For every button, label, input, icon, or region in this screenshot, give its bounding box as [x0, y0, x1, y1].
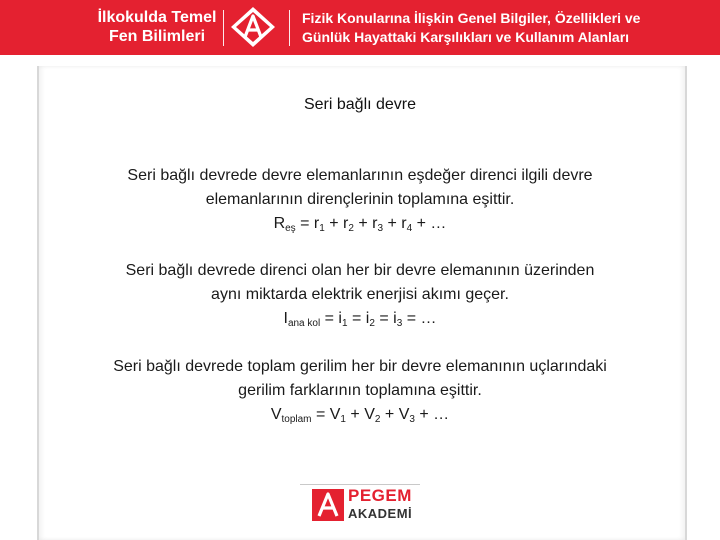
header-banner	[0, 0, 720, 55]
course-title	[96, 8, 218, 46]
chapter-title-line2: Günlük Hayattaki Karşılıkları ve Kullanım Alanları	[302, 29, 630, 45]
header-divider	[223, 10, 224, 46]
paragraph-line: Seri bağlı devrede devre elemanlarının eşdeğer direnci ilgili devre	[127, 167, 593, 184]
paragraph-resistance	[70, 164, 650, 236]
paragraph-voltage	[70, 355, 650, 427]
paragraph-line: aynı miktarda elektrik enerjisi akımı geçer.	[211, 286, 509, 303]
formula-subscript: eş	[285, 223, 296, 234]
formula-subscript: toplam	[281, 414, 312, 425]
formula-voltage	[70, 403, 650, 427]
formula-current	[70, 307, 650, 331]
a-letter-logo-icon	[229, 5, 277, 49]
pegem-a-logo-icon	[312, 489, 344, 521]
formula-expression: = $V_1 + V_2 + V_3$ + …	[311, 406, 450, 425]
paragraph-line: elemanlarının dirençlerinin toplamına eşittir.	[205, 191, 515, 208]
course-title-line2: Fen Bilimleri	[108, 28, 206, 45]
header-divider-right	[289, 10, 290, 46]
formula-symbol: V	[270, 406, 282, 423]
brand-name: PEGEM	[348, 486, 412, 505]
course-title-line1: İlkokulda Temel	[97, 9, 217, 26]
formula-symbol: I	[283, 310, 288, 327]
formula-expression: = $r_1 + r_2 + r_3 + r_4$ + …	[295, 215, 447, 234]
chapter-title	[302, 9, 712, 47]
formula-subscript: ana kol	[287, 318, 321, 329]
formula-expression: = $i_1 = i_2 = i_3$ = …	[320, 310, 437, 329]
slide-title: Seri bağlı devre	[303, 96, 417, 113]
paragraph-line: Seri bağlı devrede direnci olan her bir devre elemanının üzerinden	[125, 262, 595, 279]
formula-symbol: R	[273, 215, 286, 232]
paragraph-line: Seri bağlı devrede toplam gerilim her bir devre elemanının uçlarındaki	[113, 358, 607, 375]
paragraph-current	[70, 259, 650, 331]
brand-subtitle: AKADEMİ	[348, 506, 413, 521]
footer-divider	[300, 484, 420, 485]
formula-resistance	[70, 212, 650, 236]
paragraph-line: gerilim farklarının toplamına eşittir.	[238, 382, 482, 399]
chapter-title-line1: Fizik Konularına İlişkin Genel Bilgiler, Özellikleri ve	[302, 10, 641, 26]
